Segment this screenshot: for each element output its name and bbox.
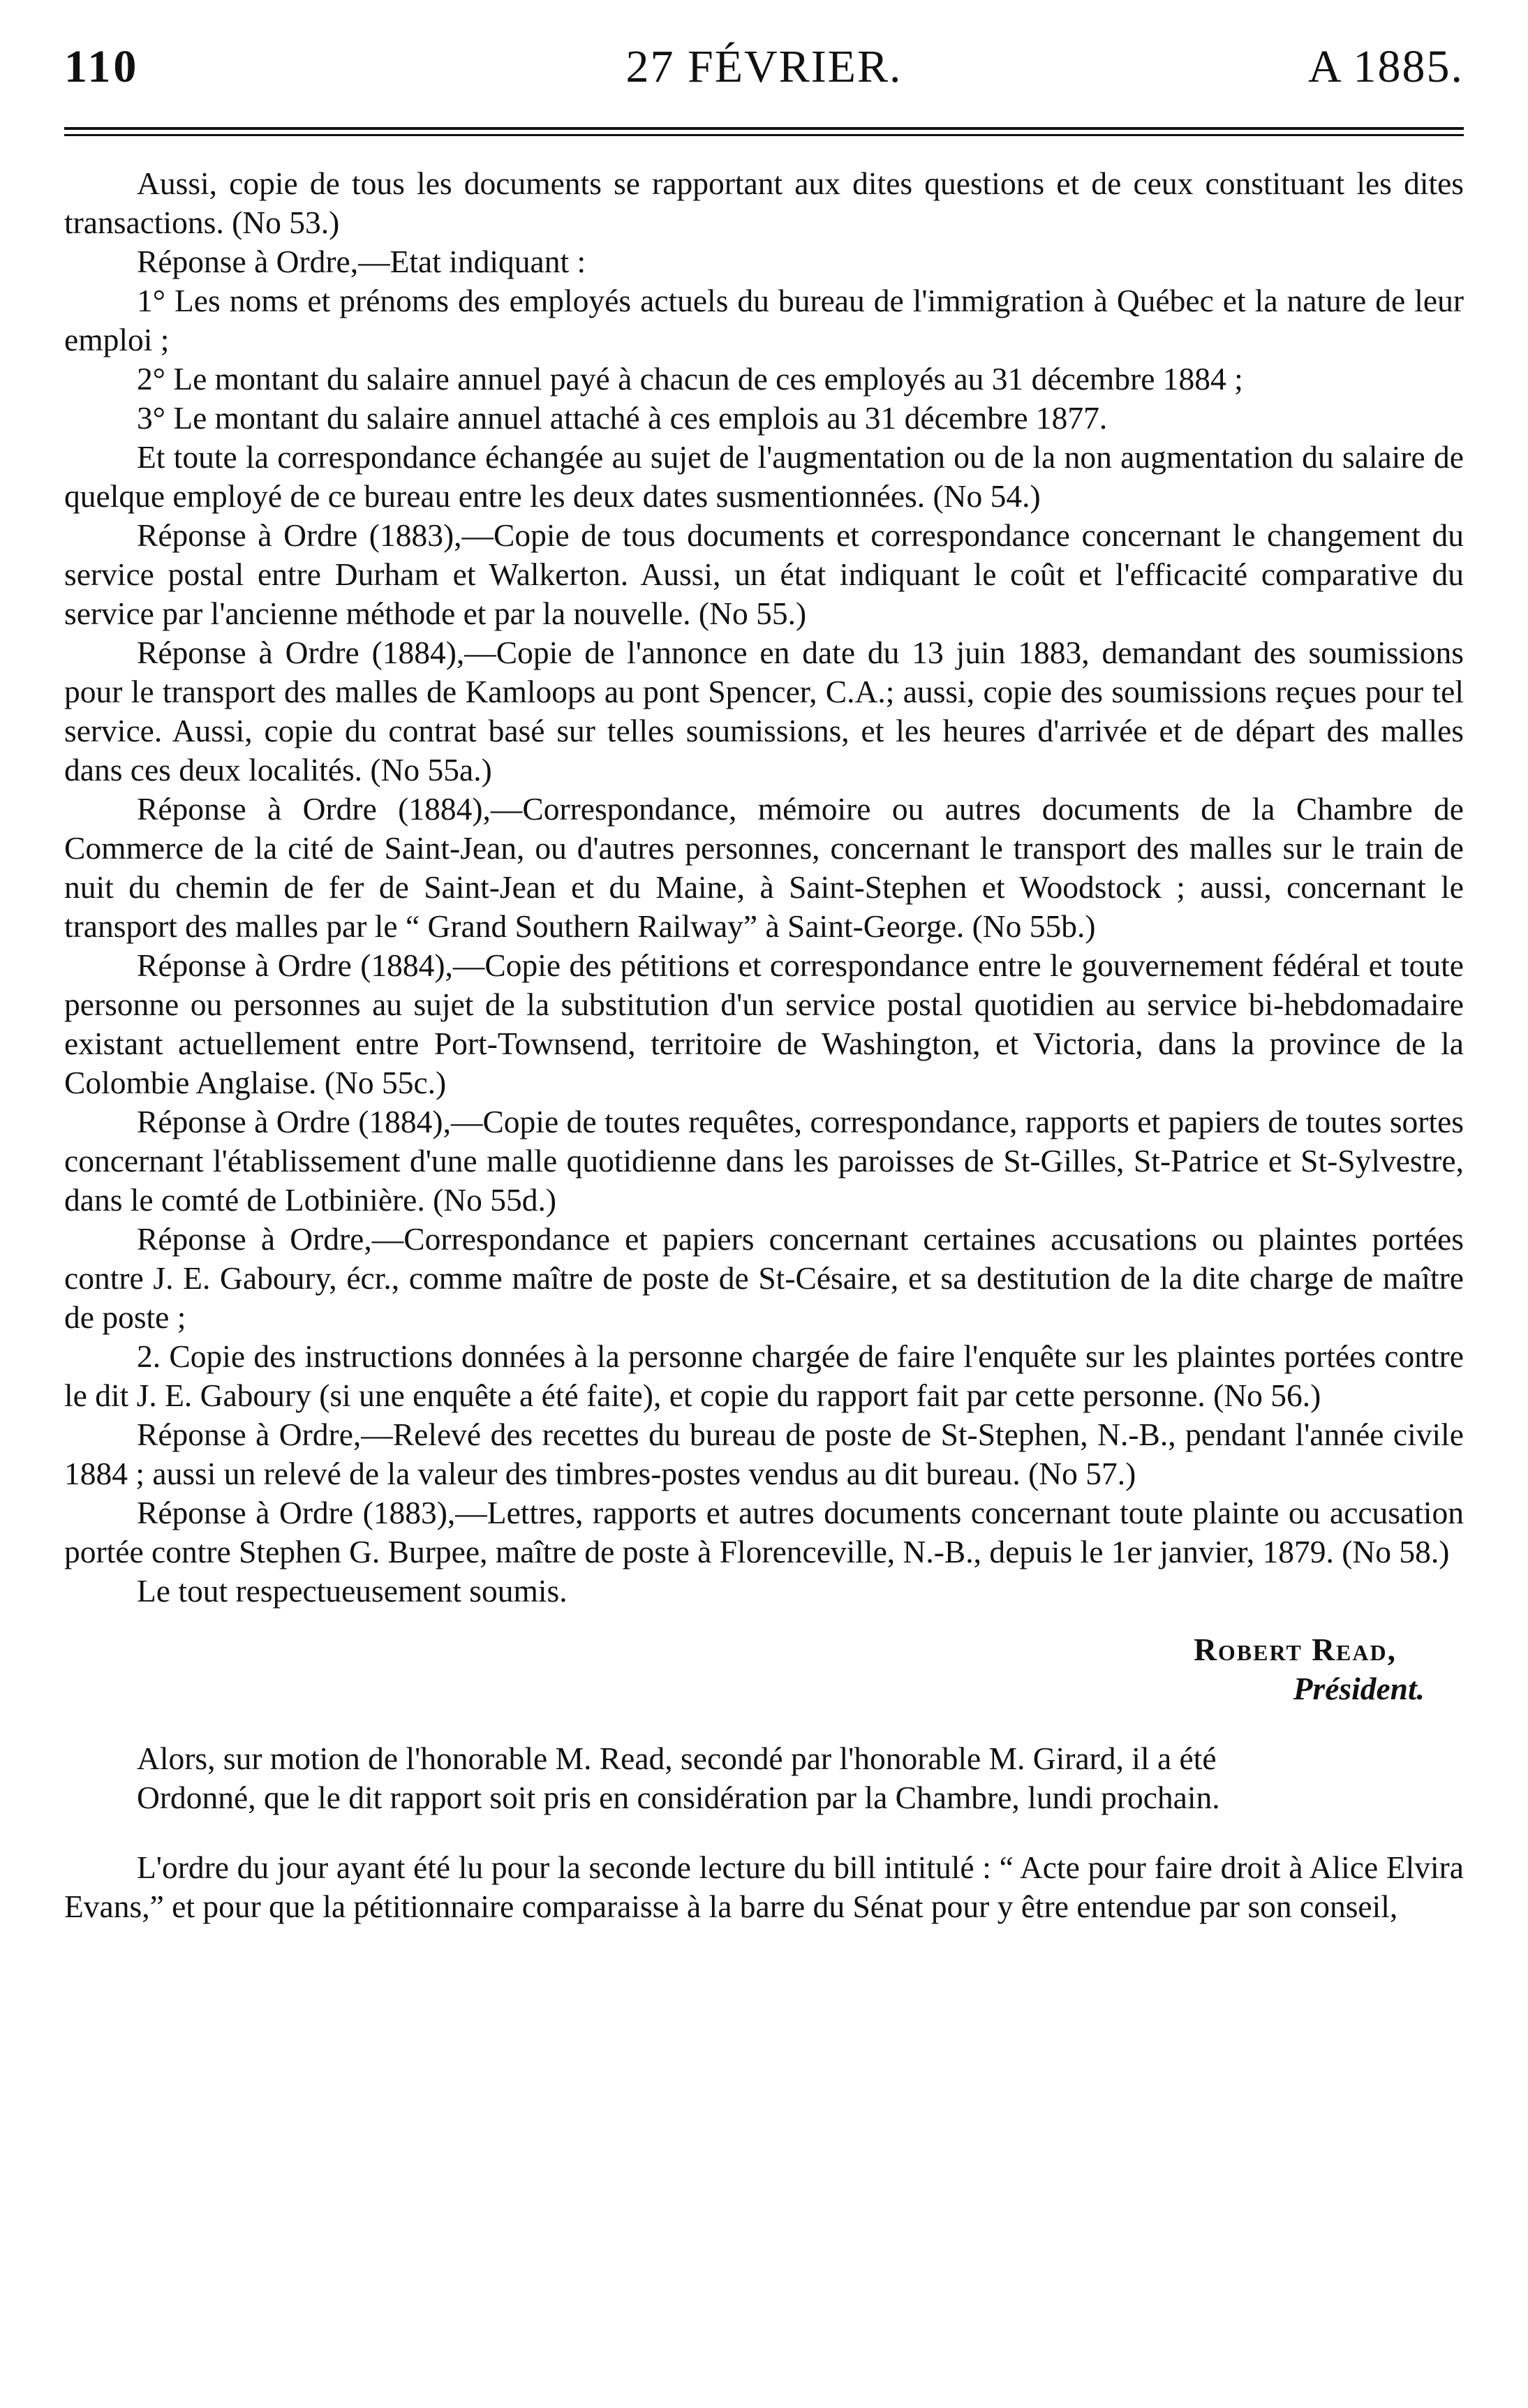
- motion-section: [64, 1739, 1464, 1817]
- paragraph: Réponse à Ordre (1883),—Lettres, rapports et autres documents concernant toute plainte ou accusation portée contre Stephen G. Burpee, maître de poste à Florenceville, N.-B., depuis le 1er janvier, 1879. (No 58.): [64, 1495, 1464, 1569]
- header-rule: [64, 127, 1464, 136]
- signatory-title: Président.: [1293, 1671, 1425, 1706]
- paragraph: Réponse à Ordre,—Etat indiquant :: [137, 244, 586, 279]
- paragraph: Réponse à Ordre (1884),—Copie de toutes requêtes, correspondance, rapports et papiers de toutes sortes concernant l'établissement d'une malle quotidienne dans les paroisses de St-Gilles, St-Patrice et St-Sylvestre, dans le comté de Lotbinière. (No 55d.): [64, 1104, 1464, 1218]
- paragraph: Réponse à Ordre,—Relevé des recettes du bureau de poste de St-Stephen, N.-B., pendant l'année civile 1884 ; aussi un relevé de la valeur des timbres-postes vendus au dit bureau. (No 57.): [64, 1417, 1464, 1491]
- report-body: [64, 164, 1464, 1611]
- paragraph: Le tout respectueusement soumis.: [137, 1573, 568, 1609]
- order-of-day-section: [64, 1848, 1464, 1926]
- paragraph: Réponse à Ordre (1884),—Copie des pétitions et correspondance entre le gouvernement fédéral et toute personne ou personnes au sujet de la substitution d'un service postal quotidien au service bi-hebdomadaire existant actuellement entre Port-Townsend, territoire de Washington, et Victoria, dans la province de la Colombie Anglaise. (No 55c.): [64, 947, 1464, 1100]
- paragraph: Aussi, copie de tous les documents se rapportant aux dites questions et de ceux constituant les dites transactions. (No 53.): [64, 165, 1464, 240]
- paragraph: 2° Le montant du salaire annuel payé à chacun de ces employés au 31 décembre 1884 ;: [137, 361, 1243, 397]
- paragraph: Ordonné, que le dit rapport soit pris en considération par la Chambre, lundi prochain.: [137, 1780, 1220, 1815]
- paragraph: Alors, sur motion de l'honorable M. Read, secondé par l'honorable M. Girard, il a été: [137, 1741, 1217, 1776]
- paragraph: 1° Les noms et prénoms des employés actuels du bureau de l'immigration à Québec et la nature de leur emploi ;: [64, 283, 1464, 357]
- paragraph: Réponse à Ordre,—Correspondance et papiers concernant certaines accusations ou plaintes portées contre J. E. Gaboury, écr., comme maître de poste de St-Césaire, et sa destitution de la dite charge de maître de poste ;: [64, 1221, 1464, 1335]
- header-year: A 1885.: [1307, 41, 1464, 92]
- signatory-name: Robert Read,: [1194, 1632, 1397, 1667]
- paragraph: Et toute la correspondance échangée au sujet de l'augmentation ou de la non augmentation du salaire de quelque employé de ce bureau entre les deux dates susmentionnées. (No 54.): [64, 439, 1464, 514]
- paragraph: Réponse à Ordre (1884),—Copie de l'annonce en date du 13 juin 1883, demandant des soumissions pour le transport des malles de Kamloops au pont Spencer, C.A.; aussi, copie des soumissions reçues pour tel service. Aussi, copie du contrat basé sur telles soumissions, et les heures d'arrivée et de départ des malles dans ces deux localités. (No 55a.): [64, 635, 1464, 788]
- paragraph: L'ordre du jour ayant été lu pour la seconde lecture du bill intitulé : “ Acte pour faire droit à Alice Elvira Evans,” et pour que la pétitionnaire comparaisse à la barre du Sénat pour y être entendue par son conseil,: [64, 1849, 1464, 1924]
- signature-block: [64, 1630, 1464, 1708]
- header-date: 27 FÉVRIER.: [625, 41, 903, 92]
- page-header: [64, 40, 1464, 117]
- paragraph: 2. Copie des instructions données à la personne chargée de faire l'enquête sur les plaintes portées contre le dit J. E. Gaboury (si une enquête a été faite), et copie du rapport fait par cette personne. (No 56.): [64, 1338, 1464, 1413]
- paragraph: Réponse à Ordre (1883),—Copie de tous documents et correspondance concernant le changement du service postal entre Durham et Walkerton. Aussi, un état indiquant le coût et l'efficacité comparative du service par l'ancienne méthode et par la nouvelle. (No 55.): [64, 517, 1464, 631]
- paragraph: Réponse à Ordre (1884),—Correspondance, mémoire ou autres documents de la Chambre de Commerce de la cité de Saint-Jean, ou d'autres personnes, concernant le transport des malles sur le train de nuit du chemin de fer de Saint-Jean et du Maine, à Saint-Stephen et Woodstock ; aussi, concernant le transport des malles par le “ Grand Southern Railway” à Saint-George. (No 55b.): [64, 791, 1464, 944]
- page-number: 110: [64, 41, 140, 92]
- paragraph: 3° Le montant du salaire annuel attaché à ces emplois au 31 décembre 1877.: [137, 400, 1108, 436]
